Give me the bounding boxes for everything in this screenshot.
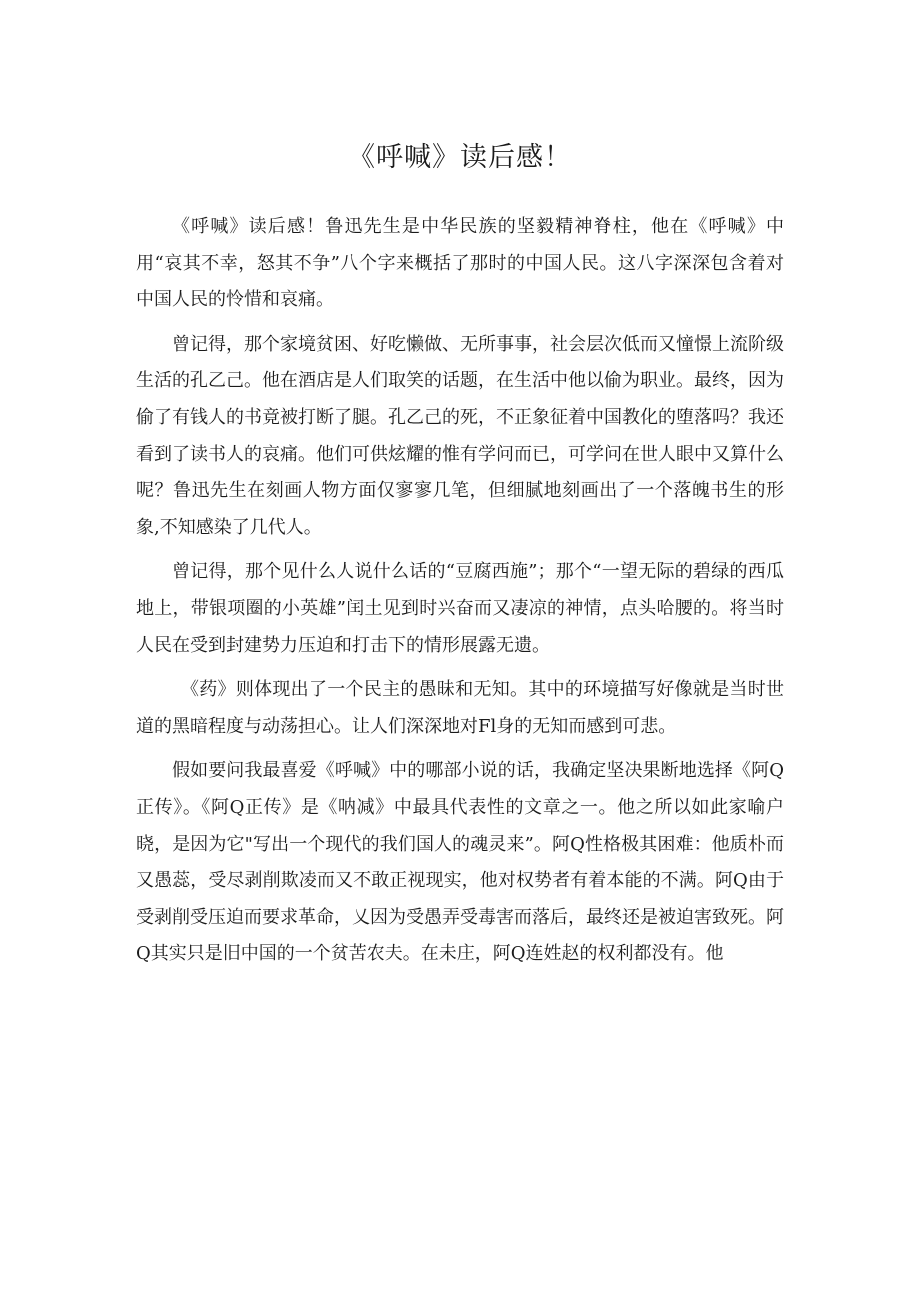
document-body (136, 209, 784, 981)
paragraph-3: 曾记得，那个见什么人说什么话的“豆腐西施”；那个“一望无际的碧绿的西瓜地上，带银项圈的小英雄”闰土见到时兴奋而又凄凉的神情，点头哈腰的。将当时人民在受到封建势力压迫和打击下的情形展露无遗。 (136, 561, 784, 656)
paragraph-4: 《药》则体现出了一个民主的愚昧和无知。其中的环境描写好像就是当时世道的黑暗程度与动荡担心。让人们深深地对Fl身的无知而感到可悲。 (136, 679, 784, 737)
paragraph-1: 《呼喊》读后感！鲁迅先生是中华民族的坚毅精神脊柱，他在《呼喊》中用“哀其不幸，怒其不争”八个字来概括了那时的中国人民。这八字深深包含着对中国人民的怜惜和哀痛。 (136, 216, 784, 311)
paragraph-5: 假如要问我最喜爱《呼喊》中的哪部小说的话，我确定坚决果断地选择《阿Q正传》。《阿Q正传》是《呐减》中最具代表性的文章之一。他之所以如此家喻户晓，是因为它"写出一个现代的我们国人的魂灵来”。阿Q性格极其困难：他质朴而又愚蕊，受尽剥削欺凌而又不敢正视现实，他对权势者有着本能的不满。阿Q由于受剥削受压迫而要求革命，乂因为受愚弄受毒害而落后，最终还是被迫害致死。阿Q其实只是旧中国的一个贫苦农夫。在未庄，阿Q连姓赵的权利都没有。他 (136, 760, 784, 965)
document-title: 《呼喊》读后感！ (348, 142, 572, 173)
paragraph-2: 曾记得，那个家境贫困、好吃懒做、无所事事，社会层次低而又憧憬上流阶级生活的孔乙己。他在酒店是人们取笑的话题，在生活中他以偷为职业。最终，因为偷了有钱人的书竟被打断了腿。孔乙己的死，不正象征着中国教化的堕落吗？我还看到了读书人的哀痛。他们可供炫耀的惟有学问而已，可学问在世人眼中又算什么呢？鲁迅先生在刻画人物方面仅寥寥几笔，但细腻地刻画出了一个落魄书生的形象,不知感染了几代人。 (136, 333, 784, 538)
